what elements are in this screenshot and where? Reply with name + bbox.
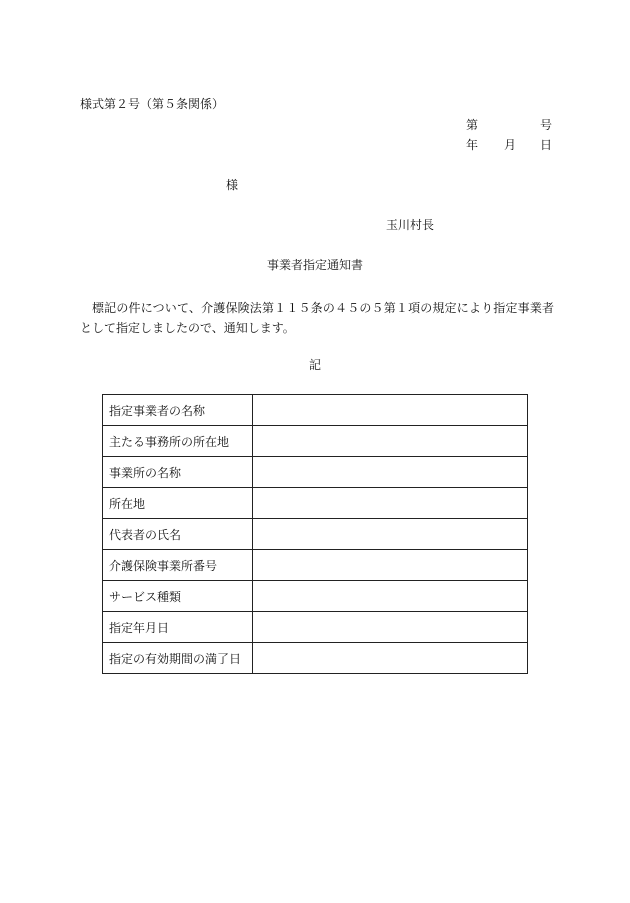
form-number: 様式第２号（第５条関係） [80,97,225,111]
table-row [103,612,528,643]
row-label: 指定の有効期間の満了日 [103,643,253,674]
table-row [103,643,528,674]
date-year-label: 年 [466,138,479,152]
document-title: 事業者指定通知書 [266,258,363,272]
table-row [103,488,528,519]
row-value [253,612,528,643]
row-label: 指定年月日 [103,612,253,643]
row-value [253,426,528,457]
row-value [253,395,528,426]
table-row [103,395,528,426]
table-row [103,550,528,581]
table-row [103,581,528,612]
row-label: サービス種類 [103,581,253,612]
table-row [103,457,528,488]
row-label: 事業所の名称 [103,457,253,488]
row-value [253,550,528,581]
recipient-honorific: 様 [226,178,239,192]
document-number-prefix: 第 [466,118,479,132]
body-text: 標記の件について、介護保険法第１１５条の４５の５第１項の規定により指定事業者として指定しましたので、通知します。 [80,301,554,335]
date-day-label: 日 [540,138,553,152]
date-month-label: 月 [504,138,517,152]
table-row [103,426,528,457]
issuer-name: 玉川村長 [386,218,435,232]
row-value [253,457,528,488]
row-value [253,519,528,550]
row-value [253,643,528,674]
row-value [253,488,528,519]
document-number-suffix: 号 [540,118,553,132]
row-label: 指定事業者の名称 [103,395,253,426]
row-label: 介護保険事業所番号 [103,550,253,581]
row-label: 所在地 [103,488,253,519]
row-label: 代表者の氏名 [103,519,253,550]
row-label: 主たる事務所の所在地 [103,426,253,457]
info-table [102,394,528,674]
table-row [103,519,528,550]
ki-heading: 記 [308,358,321,372]
row-value [253,581,528,612]
